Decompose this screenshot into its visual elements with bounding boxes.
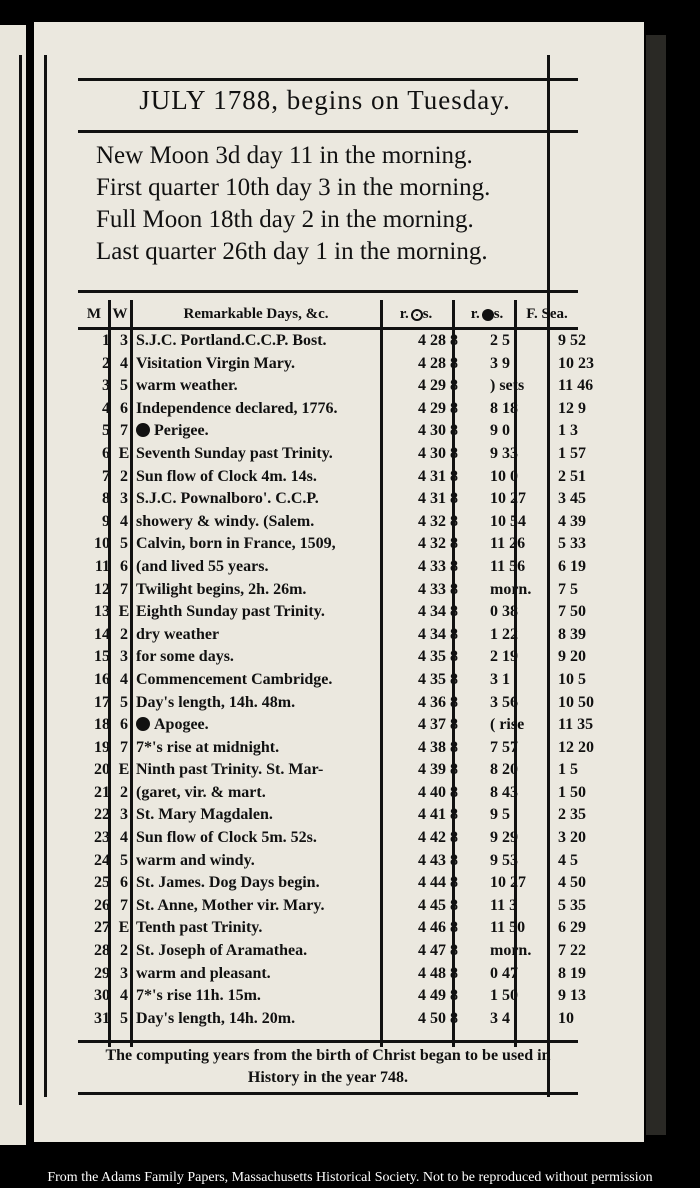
remarkable-day: Ninth past Trinity. St. Mar- xyxy=(136,761,324,779)
moon-rise-set: 3 1 xyxy=(490,670,510,688)
day-of-week: E xyxy=(118,444,130,462)
full-sea: 10 23 xyxy=(558,354,594,372)
table-row xyxy=(80,782,586,805)
phases-rule xyxy=(78,290,578,293)
moon-rise-set: 7 57 xyxy=(490,738,518,756)
remarkable-day: for some days. xyxy=(136,648,234,666)
day-of-month: 17 xyxy=(94,693,110,711)
remarkable-day: warm and windy. xyxy=(136,851,255,869)
full-sea: 4 39 xyxy=(558,512,586,530)
sun-rise-set: 4 30 8 xyxy=(418,444,458,462)
sun-rise-set: 4 50 8 xyxy=(418,1009,458,1027)
table-row xyxy=(80,759,576,782)
full-sea: 3 45 xyxy=(558,490,586,508)
day-of-month: 6 xyxy=(102,444,110,462)
day-of-week: 3 xyxy=(120,806,128,824)
moon-rise-set: 9 29 xyxy=(490,829,518,847)
moon-rise-set: 11 3 xyxy=(490,896,518,914)
moon-rise-set: 9 0 xyxy=(490,422,510,440)
first-quarter-line: First quarter 10th day 3 in the morning. xyxy=(96,174,491,201)
day-of-month: 15 xyxy=(94,648,110,666)
table-row xyxy=(80,895,586,918)
day-of-week: 3 xyxy=(120,490,128,508)
sun-rise-set: 4 31 8 xyxy=(418,467,458,485)
day-of-week: E xyxy=(118,761,130,779)
table-row xyxy=(80,420,576,443)
table-row xyxy=(80,963,586,986)
facing-page-rule xyxy=(19,55,22,1105)
moon-rise-set: 9 33 xyxy=(490,444,518,462)
day-of-week: 2 xyxy=(120,467,128,485)
new-moon-line: New Moon 3d day 11 in the morning. xyxy=(96,142,473,169)
day-of-month: 18 xyxy=(94,716,110,734)
moon-rise-set: 8 43 xyxy=(490,783,518,801)
header-week-day: W xyxy=(112,306,128,322)
table-row xyxy=(80,669,586,692)
remarkable-day: Twilight begins, 2h. 26m. xyxy=(136,580,307,598)
remarkable-day: warm and pleasant. xyxy=(136,964,271,982)
bottom-rule xyxy=(78,1092,578,1095)
sun-rise-set: 4 28 8 xyxy=(418,332,458,349)
table-row xyxy=(80,850,576,873)
full-sea: 3 20 xyxy=(558,829,586,847)
sun-rise-set: 4 43 8 xyxy=(418,851,458,869)
full-sea: 12 20 xyxy=(558,738,594,756)
day-of-month: 24 xyxy=(94,851,110,869)
day-of-week: 4 xyxy=(120,670,128,688)
table-row xyxy=(80,533,586,556)
sun-rise-set: 4 29 8 xyxy=(418,399,458,417)
day-of-week: 4 xyxy=(120,987,128,1005)
sun-rise-set: 4 47 8 xyxy=(418,942,458,960)
table-row xyxy=(80,601,586,624)
day-of-month: 23 xyxy=(94,829,110,847)
full-sea: 1 57 xyxy=(558,444,586,462)
header-moon xyxy=(456,300,518,328)
day-of-month: 12 xyxy=(94,580,110,598)
table-row xyxy=(80,985,586,1008)
day-of-week: 6 xyxy=(120,874,128,892)
full-sea: 11 35 xyxy=(558,716,594,734)
header-moon-set: s. xyxy=(493,306,504,322)
full-sea: 2 51 xyxy=(558,467,586,485)
header-full-sea: F. Sea. xyxy=(526,306,568,322)
full-sea: 5 35 xyxy=(558,896,586,914)
calendar-rows xyxy=(80,330,594,1030)
footer-note: The computing years from the birth of Christ began to be used in History in the year 748. xyxy=(105,1047,551,1086)
day-of-week: 7 xyxy=(120,580,128,598)
day-of-month: 31 xyxy=(94,1009,110,1027)
full-sea: 2 35 xyxy=(558,806,586,824)
table-row xyxy=(80,375,594,398)
sun-rise-set: 4 48 8 xyxy=(418,964,458,982)
full-sea: 10 xyxy=(558,1009,574,1027)
moon-rise-set: 11 56 xyxy=(490,557,526,575)
remarkable-day: Commencement Cambridge. xyxy=(136,670,333,688)
table-row xyxy=(80,443,586,466)
sun-rise-set: 4 28 8 xyxy=(418,354,458,372)
day-of-week: 6 xyxy=(120,399,128,417)
day-of-week: 2 xyxy=(120,625,128,643)
day-of-month: 1 xyxy=(102,332,110,349)
moon-rise-set: 1 22 xyxy=(490,625,518,643)
archive-caption: From the Adams Family Papers, Massachusetts Historical Society. Not to be reproduced without permission xyxy=(47,1170,653,1185)
table-row xyxy=(80,398,586,421)
day-of-month: 26 xyxy=(94,896,110,914)
day-of-week: 7 xyxy=(120,738,128,756)
full-sea: 6 19 xyxy=(558,557,586,575)
header-sun-rise: r. xyxy=(399,306,409,322)
sun-rise-set: 4 42 8 xyxy=(418,829,458,847)
sun-rise-set: 4 29 8 xyxy=(418,377,458,395)
table-row xyxy=(80,511,586,534)
moon-rise-set: 11 26 xyxy=(490,535,526,553)
remarkable-day: Sun flow of Clock 4m. 14s. xyxy=(136,467,317,485)
binding-edge xyxy=(646,35,666,1135)
day-of-month: 16 xyxy=(94,670,110,688)
remarkable-day: Calvin, born in France, 1509, xyxy=(136,535,336,553)
day-of-week: 2 xyxy=(120,942,128,960)
moon-bullet-icon xyxy=(136,423,150,437)
day-of-week: 4 xyxy=(120,354,128,372)
moon-rise-set: 10 0 xyxy=(490,467,518,485)
full-sea: 12 9 xyxy=(558,399,586,417)
moon-phases xyxy=(96,140,576,268)
day-of-month: 4 xyxy=(102,399,110,417)
sun-rise-set: 4 41 8 xyxy=(418,806,458,824)
remarkable-day: warm weather. xyxy=(136,377,238,395)
table-row xyxy=(80,466,586,489)
header-sun-set: s. xyxy=(422,306,433,322)
moon-rise-set: 0 47 xyxy=(490,964,518,982)
remarkable-day: showery & windy. (Salem. xyxy=(136,512,315,530)
day-of-month: 10 xyxy=(94,535,110,553)
day-of-week: 5 xyxy=(120,377,128,395)
day-of-week: 5 xyxy=(120,535,128,553)
day-of-month: 3 xyxy=(102,377,110,395)
table-row xyxy=(80,353,594,376)
remarkable-day: Tenth past Trinity. xyxy=(136,919,263,937)
header-moon-rise: r. xyxy=(470,306,480,322)
full-sea: 1 50 xyxy=(558,783,586,801)
moon-rise-set: morn. xyxy=(490,580,532,598)
day-of-month: 13 xyxy=(94,603,110,621)
moon-rise-set: 3 4 xyxy=(490,1009,510,1027)
remarkable-day: Independence declared, 1776. xyxy=(136,399,338,417)
full-sea: 1 5 xyxy=(558,761,578,779)
day-of-month: 19 xyxy=(94,738,110,756)
day-of-week: 5 xyxy=(120,851,128,869)
day-of-month: 5 xyxy=(102,422,110,440)
moon-rise-set: ) sets xyxy=(490,377,525,395)
day-of-month: 7 xyxy=(102,467,110,485)
title-rule xyxy=(78,130,578,133)
day-of-month: 8 xyxy=(102,490,110,508)
remarkable-day: Seventh Sunday past Trinity. xyxy=(136,444,333,462)
day-of-month: 25 xyxy=(94,874,110,892)
moon-rise-set: 1 50 xyxy=(490,987,518,1005)
remarkable-day: Sun flow of Clock 5m. 52s. xyxy=(136,829,317,847)
full-sea: 7 5 xyxy=(558,580,578,598)
day-of-month: 14 xyxy=(94,625,110,643)
sun-rise-set: 4 33 8 xyxy=(418,580,458,598)
day-of-month: 30 xyxy=(94,987,110,1005)
table-bottom-rule xyxy=(78,1040,578,1043)
table-row xyxy=(80,940,586,963)
moon-rise-set: morn. xyxy=(490,942,532,960)
moon-bullet-icon xyxy=(136,717,150,731)
sun-rise-set: 4 30 8 xyxy=(418,422,458,440)
sun-rise-set: 4 36 8 xyxy=(418,693,458,711)
remarkable-day: 7*'s rise at midnight. xyxy=(136,738,280,756)
full-sea: 7 50 xyxy=(558,603,586,621)
day-of-month: 2 xyxy=(102,354,110,372)
table-row xyxy=(80,827,586,850)
table-row xyxy=(80,556,586,579)
remarkable-day: Day's length, 14h. 20m. xyxy=(136,1009,296,1027)
sun-rise-set: 4 33 8 xyxy=(418,557,458,575)
full-sea: 10 5 xyxy=(558,670,586,688)
day-of-month: 20 xyxy=(94,761,110,779)
full-sea: 5 33 xyxy=(558,535,586,553)
table-row xyxy=(80,624,586,647)
sun-rise-set: 4 44 8 xyxy=(418,874,458,892)
day-of-week: 6 xyxy=(120,557,128,575)
sun-icon xyxy=(411,309,423,321)
full-sea: 4 50 xyxy=(558,874,586,892)
sun-rise-set: 4 46 8 xyxy=(418,919,458,937)
full-sea: 6 29 xyxy=(558,919,586,937)
sun-rise-set: 4 37 8 xyxy=(418,716,458,734)
remarkable-day: Day's length, 14h. 48m. xyxy=(136,693,296,711)
remarkable-day: dry weather xyxy=(136,625,220,643)
full-sea: 10 50 xyxy=(558,693,594,711)
moon-rise-set: 8 18 xyxy=(490,399,518,417)
header-remarkable-days: Remarkable Days, &c. xyxy=(183,306,329,322)
table-row xyxy=(80,714,594,737)
full-sea: 1 3 xyxy=(558,422,578,440)
sun-rise-set: 4 38 8 xyxy=(418,738,458,756)
table-row xyxy=(80,872,586,895)
full-moon-line: Full Moon 18th day 2 in the morning. xyxy=(96,206,474,233)
remarkable-day: 7*'s rise 11h. 15m. xyxy=(136,987,261,1005)
day-of-month: 22 xyxy=(94,806,110,824)
day-of-month: 21 xyxy=(94,783,110,801)
last-quarter-line: Last quarter 26th day 1 in the morning. xyxy=(96,238,488,265)
day-of-week: 3 xyxy=(120,648,128,666)
remarkable-day: St. James. Dog Days begin. xyxy=(136,874,320,892)
remarkable-day: S.J.C. Pownalboro'. C.C.P. xyxy=(136,490,319,508)
day-of-week: 5 xyxy=(120,693,128,711)
full-sea: 7 22 xyxy=(558,942,586,960)
day-of-week: E xyxy=(118,919,130,937)
remarkable-day: Visitation Virgin Mary. xyxy=(136,354,295,372)
sun-rise-set: 4 49 8 xyxy=(418,987,458,1005)
table-row xyxy=(80,330,586,353)
day-of-week: 4 xyxy=(120,512,128,530)
day-of-week: 5 xyxy=(120,1009,128,1027)
remarkable-day: Apogee. xyxy=(136,714,416,737)
sun-rise-set: 4 32 8 xyxy=(418,535,458,553)
header-month-day: M xyxy=(86,306,102,322)
facing-page-edge xyxy=(0,25,26,1145)
day-of-week: 3 xyxy=(120,964,128,982)
table-row xyxy=(80,579,576,602)
remarkable-day: Eighth Sunday past Trinity. xyxy=(136,603,325,621)
sun-rise-set: 4 35 8 xyxy=(418,670,458,688)
table-row xyxy=(80,646,586,669)
moon-rise-set: 2 19 xyxy=(490,648,518,666)
remarkable-day: St. Joseph of Aramathea. xyxy=(136,942,308,960)
day-of-week: 6 xyxy=(120,716,128,734)
sun-rise-set: 4 35 8 xyxy=(418,648,458,666)
moon-rise-set: 8 20 xyxy=(490,761,518,779)
table-row xyxy=(80,692,594,715)
sun-rise-set: 4 34 8 xyxy=(418,603,458,621)
day-of-week: 2 xyxy=(120,783,128,801)
day-of-month: 9 xyxy=(102,512,110,530)
remarkable-day: Perigee. xyxy=(136,420,416,443)
table-row xyxy=(80,804,586,827)
full-sea: 9 13 xyxy=(558,987,586,1005)
day-of-week: 7 xyxy=(120,896,128,914)
day-of-week: 7 xyxy=(120,422,128,440)
day-of-week: E xyxy=(118,603,130,621)
full-sea: 4 5 xyxy=(558,851,578,869)
day-of-week: 4 xyxy=(120,829,128,847)
full-sea: 11 46 xyxy=(558,377,594,395)
sun-rise-set: 4 31 8 xyxy=(418,490,458,508)
remarkable-day: (garet, vir. & mart. xyxy=(136,783,266,801)
table-row xyxy=(80,737,594,760)
header-sun xyxy=(380,300,452,328)
sun-rise-set: 4 39 8 xyxy=(418,761,458,779)
remarkable-day: St. Anne, Mother vir. Mary. xyxy=(136,896,325,914)
moon-rise-set: 11 50 xyxy=(490,919,526,937)
sun-rise-set: 4 32 8 xyxy=(418,512,458,530)
full-sea: 9 20 xyxy=(558,648,586,666)
day-of-month: 11 xyxy=(94,557,110,575)
sun-rise-set: 4 34 8 xyxy=(418,625,458,643)
table-header xyxy=(80,300,576,328)
moon-rise-set: 2 5 xyxy=(490,332,510,349)
full-sea: 9 52 xyxy=(558,332,586,349)
sun-rise-set: 4 45 8 xyxy=(418,896,458,914)
moon-rise-set: 10 27 xyxy=(490,490,526,508)
remarkable-day: (and lived 55 years. xyxy=(136,557,269,575)
day-of-month: 27 xyxy=(94,919,110,937)
table-row xyxy=(80,488,586,511)
full-sea: 8 19 xyxy=(558,964,586,982)
moon-icon xyxy=(482,309,494,321)
moon-rise-set: 9 53 xyxy=(490,851,518,869)
moon-rise-set: 10 27 xyxy=(490,874,526,892)
moon-rise-set: 9 5 xyxy=(490,806,510,824)
remarkable-day: St. Mary Magdalen. xyxy=(136,806,273,824)
day-of-week: 3 xyxy=(120,332,128,349)
sun-rise-set: 4 40 8 xyxy=(418,783,458,801)
moon-rise-set: ( rise xyxy=(490,716,525,734)
page-title: JULY 1788, begins on Tuesday. xyxy=(139,85,511,115)
moon-rise-set: 3 9 xyxy=(490,354,510,372)
full-sea: 8 39 xyxy=(558,625,586,643)
remarkable-day: S.J.C. Portland.C.C.P. Bost. xyxy=(136,332,327,349)
moon-rise-set: 3 56 xyxy=(490,693,518,711)
moon-rise-set: 0 38 xyxy=(490,603,518,621)
table-row xyxy=(80,1008,576,1031)
table-row xyxy=(80,917,586,940)
day-of-month: 29 xyxy=(94,964,110,982)
day-of-month: 28 xyxy=(94,942,110,960)
moon-rise-set: 10 54 xyxy=(490,512,526,530)
